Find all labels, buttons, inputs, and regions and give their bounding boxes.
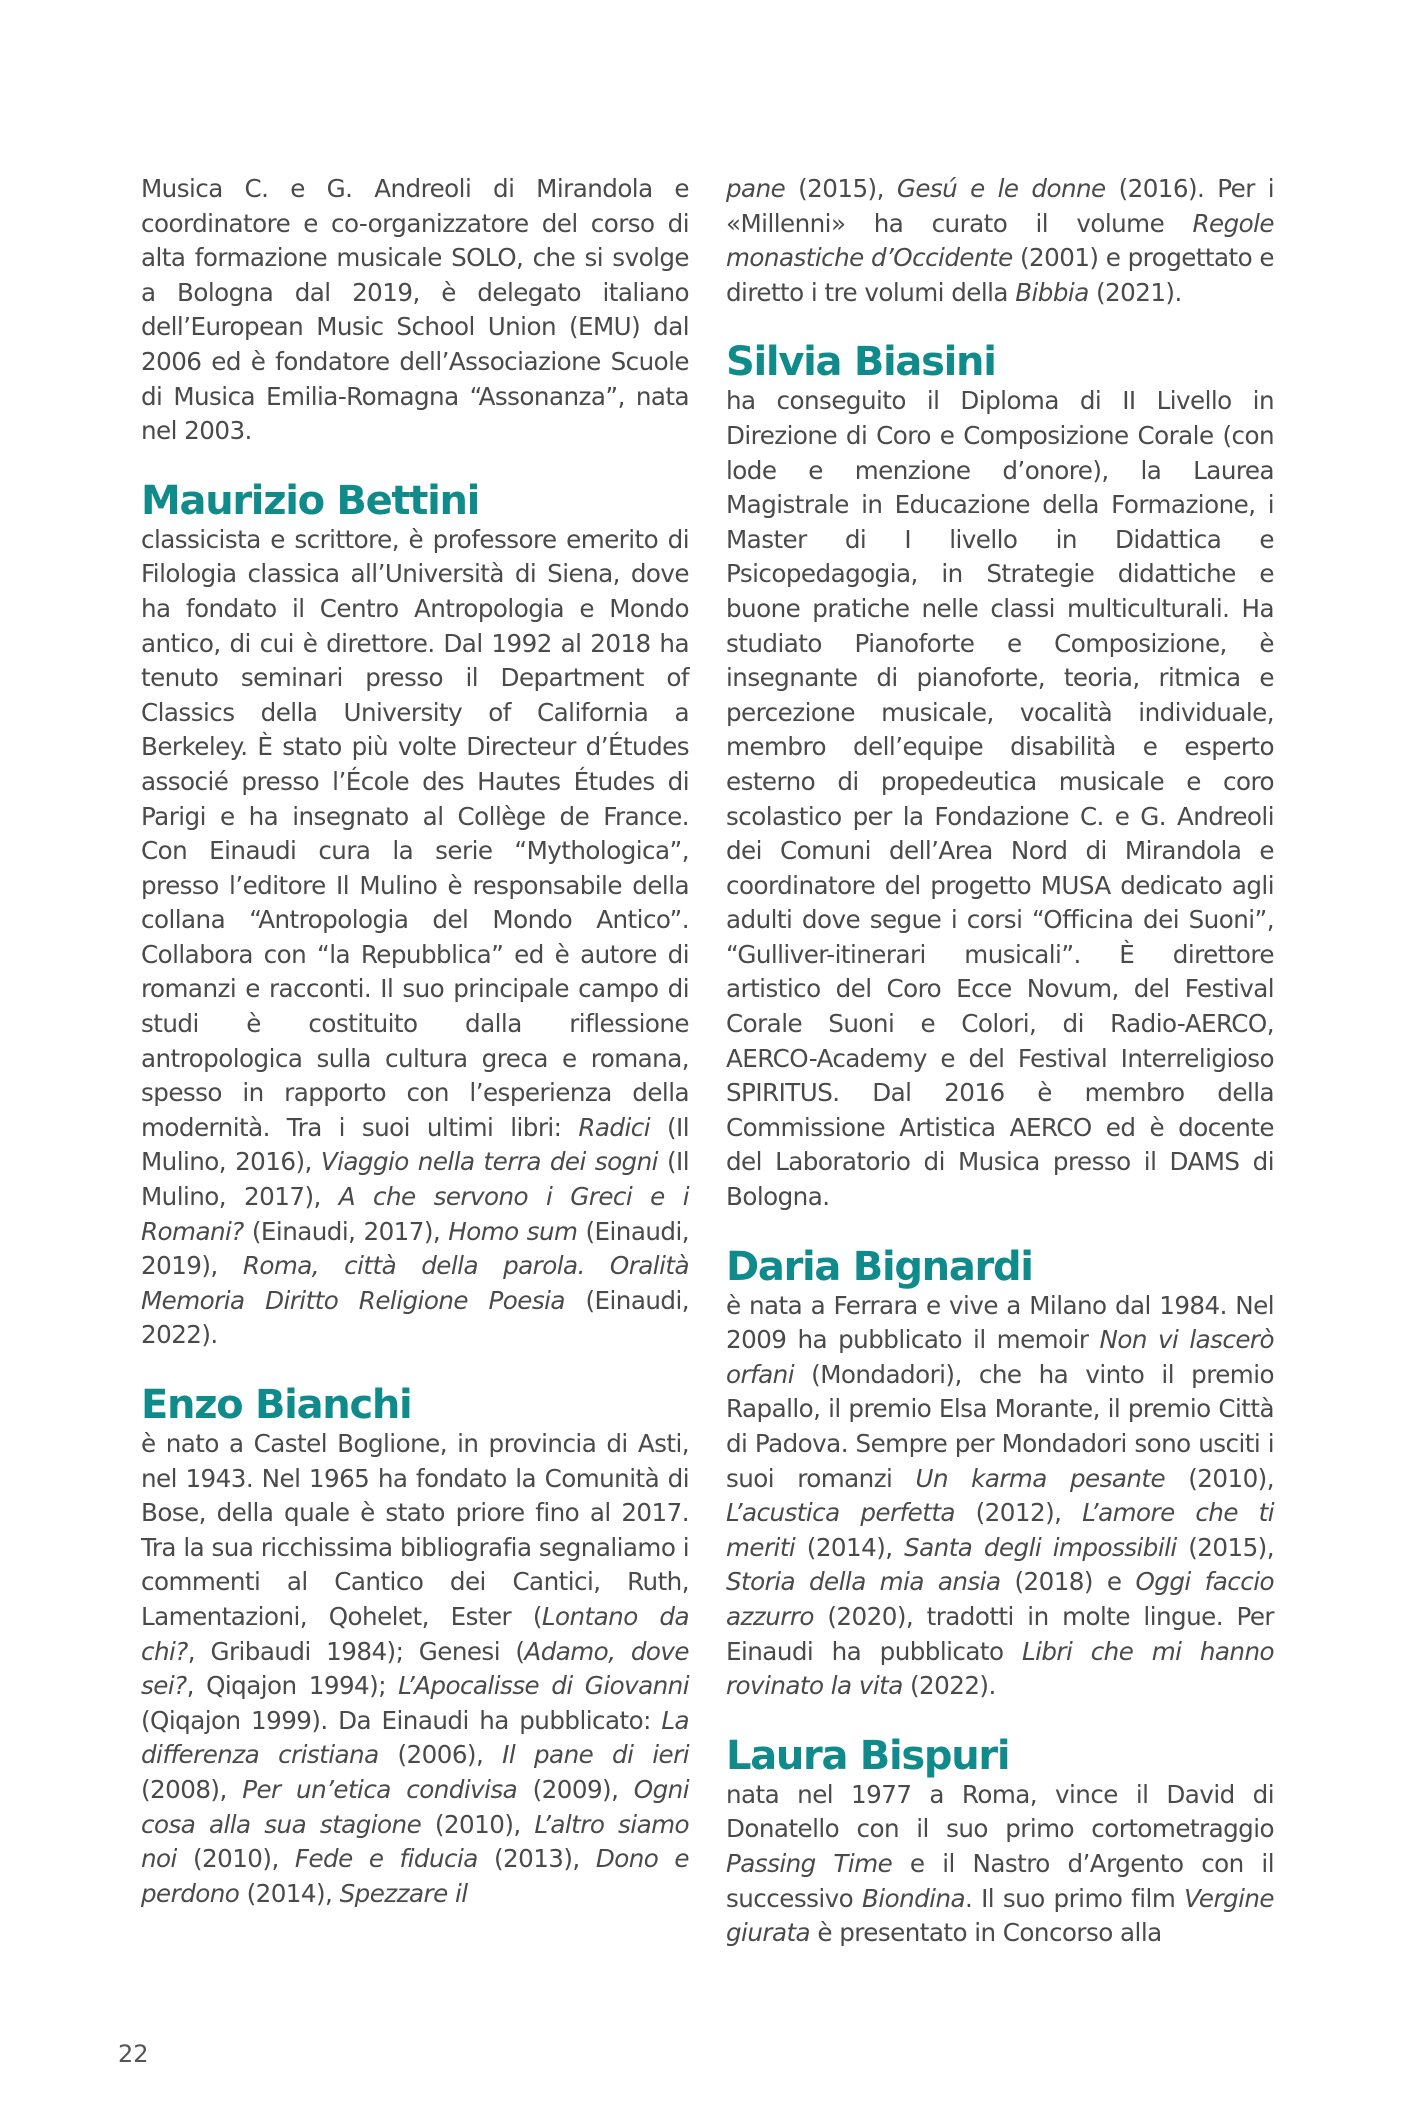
italic-title-text: Il pane di ieri xyxy=(502,1740,689,1770)
bio-text-enzo-bianchi xyxy=(141,1427,689,1911)
italic-title-text: Ogni cosa alla sua stagione xyxy=(141,1774,689,1839)
body-text: (2022). xyxy=(902,1671,996,1701)
italic-title-text: Passing Time xyxy=(726,1848,893,1878)
body-text: è nato a Castel Boglione, in provincia di Asti, nel 1943. Nel 1965 ha fondato la Comunità di Bose, della quale è stato priore fino al 2017. Tra la sua ricchissima bibliografia segnaliamo i commenti al Cantico dei Cantici, Ruth, Lamentazioni, Qohelet, Ester ( xyxy=(141,1429,689,1631)
italic-title-text: Adamo, dove sei? xyxy=(141,1636,689,1701)
italic-title-text: L’Apocalisse di Giovanni xyxy=(398,1671,689,1701)
bio-heading-laura-bispuri: Laura Bispuri xyxy=(726,1732,1010,1779)
italic-title-text: Roma, città della parola. Oralità Memoria Diritto Religione Poesia xyxy=(141,1251,689,1315)
body-text: (Qiqajon 1999). Da Einaudi ha pubblicato: xyxy=(141,1705,662,1735)
italic-title-text: Spezzare il xyxy=(339,1878,468,1908)
italic-title-text: Radici xyxy=(578,1112,651,1142)
bio-heading-maurizio-bettini: Maurizio Bettini xyxy=(141,477,480,524)
italic-title-text: Homo sum xyxy=(448,1216,578,1246)
body-text: (2009), xyxy=(517,1774,634,1804)
italic-title-text: L’acustica perfetta xyxy=(726,1498,955,1528)
italic-title-text: Un karma pesante xyxy=(915,1463,1166,1493)
italic-title-text: Biondina xyxy=(861,1883,966,1913)
body-text: (Einaudi, 2019), xyxy=(141,1216,690,1281)
body-text: (2014), xyxy=(239,1878,340,1908)
body-text: Musica C. e G. Andreoli di Mirandola e coordinatore e co-organizzatore del corso di alta formazione musicale SOLO, che si svolge a Bologna dal 2019, è delegato italiano dell’European Music School Union (EMU) dal 2006 ed è fondatore dell’Associazione Scuole di Musica Emilia-Romagna “Assonanza”, nata nel 2003. xyxy=(141,174,689,446)
body-text: , Qiqajon 1994); xyxy=(186,1671,399,1701)
body-text: è nata a Ferrara e vive a Milano dal 1984. Nel 2009 ha pubblicato il memoir xyxy=(726,1290,1274,1355)
body-text: ha conseguito il Diploma di II Livello in Direzione di Coro e Composizione Corale (con lode e menzione d’onore), la Laurea Magistrale in Educazione della Formazione, i Master di I livello in Didattica e Psicopedagogia, in Strategie didattiche e buone pratiche nelle classi multiculturali. Ha studiato Pianoforte e Composizione, è insegnante di pianoforte, teoria, ritmica e percezione musicale, vocalità individuale, membro dell’equipe disabilità e esperto esterno di propedeutica musicale e coro scolastico per la Fondazione C. e G. Andreoli dei Comuni dell’Area Nord di Mirandola e coordinatore del progetto MUSA dedicato agli adulti dove segue i corsi “Officina dei Suoni”, “Gulliver-itinerari musicali”. È direttore artistico del Coro Ecce Novum, del Festival Corale Suoni e Colori, di Radio-AERCO, AERCO-Academy e del Festival Interreligioso SPIRITUS. Dal 2016 è membro della Commissione Artistica AERCO ed è docente del Laboratorio di Musica presso il DAMS di Bologna. xyxy=(726,386,1274,1212)
body-text: (2001) e progettato e diretto i tre volumi della xyxy=(726,243,1274,307)
italic-title-text: Bibbia xyxy=(1015,277,1089,307)
body-text: (2012), xyxy=(954,1498,1083,1528)
italic-title-text: Gesú e le donne xyxy=(896,174,1106,203)
body-text: classicista e scrittore, è professore emerito di Filologia classica all’Università di Siena, dove ha fondato il Centro Antropologia e Mondo antico, di cui è direttore. Dal 1992 al 2018 ha tenuto seminari presso il Department of Classics della University of California a Berkeley. È stato più volte Directeur d’Études associé presso l’École des Hautes Études di Parigi e ha insegnato al Collège de France. Con Einaudi cura la serie “Mythologica”, presso l’editore Il Mulino è responsabile della collana “Antropologia del Mondo Antico”. Collabora con “la Repubblica” ed è autore di romanzi e racconti. Il suo principale campo di studi è costituito dalla riflessione antropologica sulla cultura greca e romana, spesso in rapporto con l’esperienza della modernità. Tra i suoi ultimi libri: xyxy=(141,524,689,1142)
bio-heading-daria-bignardi: Daria Bignardi xyxy=(726,1243,1033,1290)
body-text: (Il Mulino, 2016), xyxy=(141,1112,689,1177)
bio-heading-enzo-bianchi: Enzo Bianchi xyxy=(141,1382,412,1428)
body-text: (2008), xyxy=(141,1774,243,1804)
body-text: (2015), xyxy=(785,174,897,203)
italic-title-text: Dono e perdono xyxy=(141,1844,689,1908)
body-text: (2013), xyxy=(477,1844,596,1874)
bio-text-silvia-biasini xyxy=(726,384,1274,1214)
body-text: (2021). xyxy=(1088,277,1182,307)
bio-text-daria-bignardi xyxy=(726,1289,1274,1704)
right-column xyxy=(726,172,1274,1951)
body-text: (2014), xyxy=(795,1532,905,1562)
body-text: (2018) e xyxy=(1000,1567,1136,1597)
body-text: (2006), xyxy=(378,1740,503,1770)
bio-text-maurizio-bettini xyxy=(141,523,689,1353)
italic-title-text: A che servono i Greci e i Romani? xyxy=(141,1182,690,1246)
italic-title-text: Santa degli impossibili xyxy=(904,1532,1177,1562)
body-text: (2010), xyxy=(176,1844,295,1874)
italic-title-text: Oggi faccio azzurro xyxy=(726,1567,1274,1631)
italic-title-text: Storia della mia ansia xyxy=(726,1567,1001,1597)
body-text: . Il suo primo film xyxy=(965,1883,1185,1913)
body-text: (2010), xyxy=(1165,1463,1274,1493)
italic-title-text: Vergine giurata xyxy=(726,1883,1275,1948)
body-text: (2010), xyxy=(421,1809,535,1839)
body-text: (2016). Per i «Millenni» ha curato il volume xyxy=(726,174,1274,238)
body-text: , Gribaudi 1984); Genesi ( xyxy=(187,1636,525,1666)
body-text: nata nel 1977 a Roma, vince il David di Donatello con il suo primo cortometraggio xyxy=(726,1779,1274,1844)
italic-title-text: Non vi lascerò orfani xyxy=(726,1325,1274,1389)
italic-title-text: L’altro siamo noi xyxy=(141,1809,689,1874)
body-text: è presentato in Concorso alla xyxy=(810,1918,1162,1948)
italic-title-text: pane xyxy=(726,174,786,203)
italic-title-text: L’amore che ti meriti xyxy=(726,1498,1274,1562)
page-number: 22 xyxy=(118,2040,149,2068)
italic-title-text: La differenza cristiana xyxy=(141,1705,689,1770)
body-text: (2015), xyxy=(1176,1532,1274,1562)
body-text: (Mondadori), che ha vinto il premio Rapallo, il premio Elsa Morante, il premio Città di Padova. Sempre per Mondadori sono usciti i suoi romanzi xyxy=(726,1359,1274,1493)
bio-heading-silvia-biasini: Silvia Biasini xyxy=(726,339,996,386)
italic-title-text: Fede e fiducia xyxy=(294,1844,478,1874)
bio-continuation-text-bianchi xyxy=(726,172,1274,310)
body-text: e il Nastro d’Argento con il successivo xyxy=(726,1848,1274,1913)
italic-title-text: Libri che mi hanno rovinato la vita xyxy=(726,1636,1274,1701)
left-column xyxy=(141,172,689,1911)
italic-title-text: Per un’etica condivisa xyxy=(242,1774,518,1804)
body-text: (Einaudi, 2017), xyxy=(243,1216,449,1246)
body-text: (Il Mulino, 2017), xyxy=(141,1147,689,1212)
body-text: (2020), tradotti in molte lingue. Per Einaudi ha pubblicato xyxy=(726,1601,1274,1666)
bio-text-laura-bispuri xyxy=(726,1778,1274,1951)
body-text: (Einaudi, 2022). xyxy=(141,1285,690,1350)
italic-title-text: Lontano da chi? xyxy=(141,1601,689,1666)
italic-title-text: Viaggio nella terra dei sogni xyxy=(320,1147,658,1177)
italic-title-text: Regole monastiche d’Occidente xyxy=(726,208,1274,273)
bio-continuation-text xyxy=(141,172,689,449)
